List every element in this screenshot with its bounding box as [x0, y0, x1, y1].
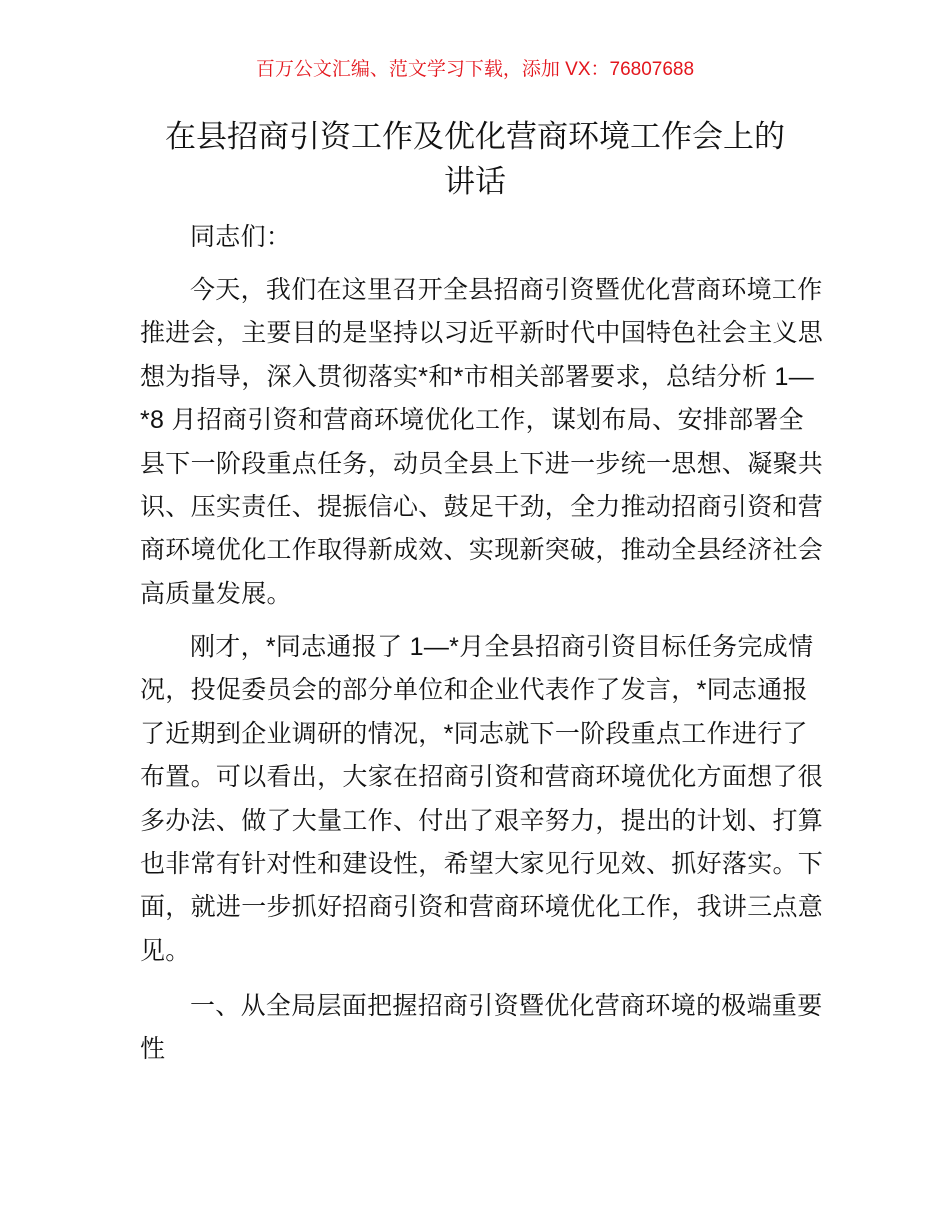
paragraph-line: *8 月招商引资和营商环境优化工作，谋划布局、安排部署全 — [140, 406, 804, 435]
salutation: 同志们： — [190, 223, 292, 251]
paragraph-line: 了近期到企业调研的情况，*同志就下一阶段重点工作进行了 — [140, 719, 808, 748]
paragraph-line: 多办法、做了大量工作、付出了艰辛努力，提出的计划、打算 — [140, 806, 824, 835]
paragraph-line: 布置。可以看出，大家在招商引资和营商环境优化方面想了很 — [140, 763, 824, 792]
paragraph-line: 商环境优化工作取得新成效、实现新突破，推动全县经济社会 — [140, 536, 824, 565]
paragraph-line: 刚才，*同志通报了 1—*月全县招商引资目标任务完成情 — [190, 633, 814, 661]
paragraph-line: 今天，我们在这里召开全县招商引资暨优化营商环境工作 — [190, 276, 823, 304]
title-line: 在县招商引资工作及优化营商环境工作会上的 — [165, 119, 785, 154]
paragraph-line: 县下一阶段重点任务，动员全县上下进一步统一思想、凝聚共 — [140, 449, 824, 478]
paragraph-line: 况，投促委员会的部分单位和企业代表作了发言，*同志通报 — [140, 676, 808, 705]
paragraph-line: 见。 — [140, 936, 191, 965]
paragraph-line: 也非常有针对性和建设性，希望大家见行见效、抓好落实。下 — [140, 850, 824, 878]
section-heading-line: 性 — [140, 1035, 166, 1064]
paragraph-line: 高质量发展。 — [140, 579, 292, 608]
paragraph-line: 想为指导，深入贯彻落实*和*市相关部署要求，总结分析 1— — [140, 362, 815, 391]
paragraph-line: 面，就进一步抓好招商引资和营商环境优化工作，我讲三点意 — [140, 893, 824, 922]
document-title — [120, 114, 830, 204]
watermark-header: 百万公文汇编、范文学习下载，添加 VX：76807688 — [255, 59, 695, 80]
paragraph-line: 推进会，主要目的是坚持以习近平新时代中国特色社会主义思 — [140, 319, 824, 348]
section-heading-line: 一、从全局层面把握招商引资暨优化营商环境的极端重要 — [190, 992, 823, 1020]
title-line: 讲话 — [444, 164, 506, 199]
paragraph-line: 识、压实责任、提振信心、鼓足干劲，全力推动招商引资和营 — [140, 493, 824, 521]
